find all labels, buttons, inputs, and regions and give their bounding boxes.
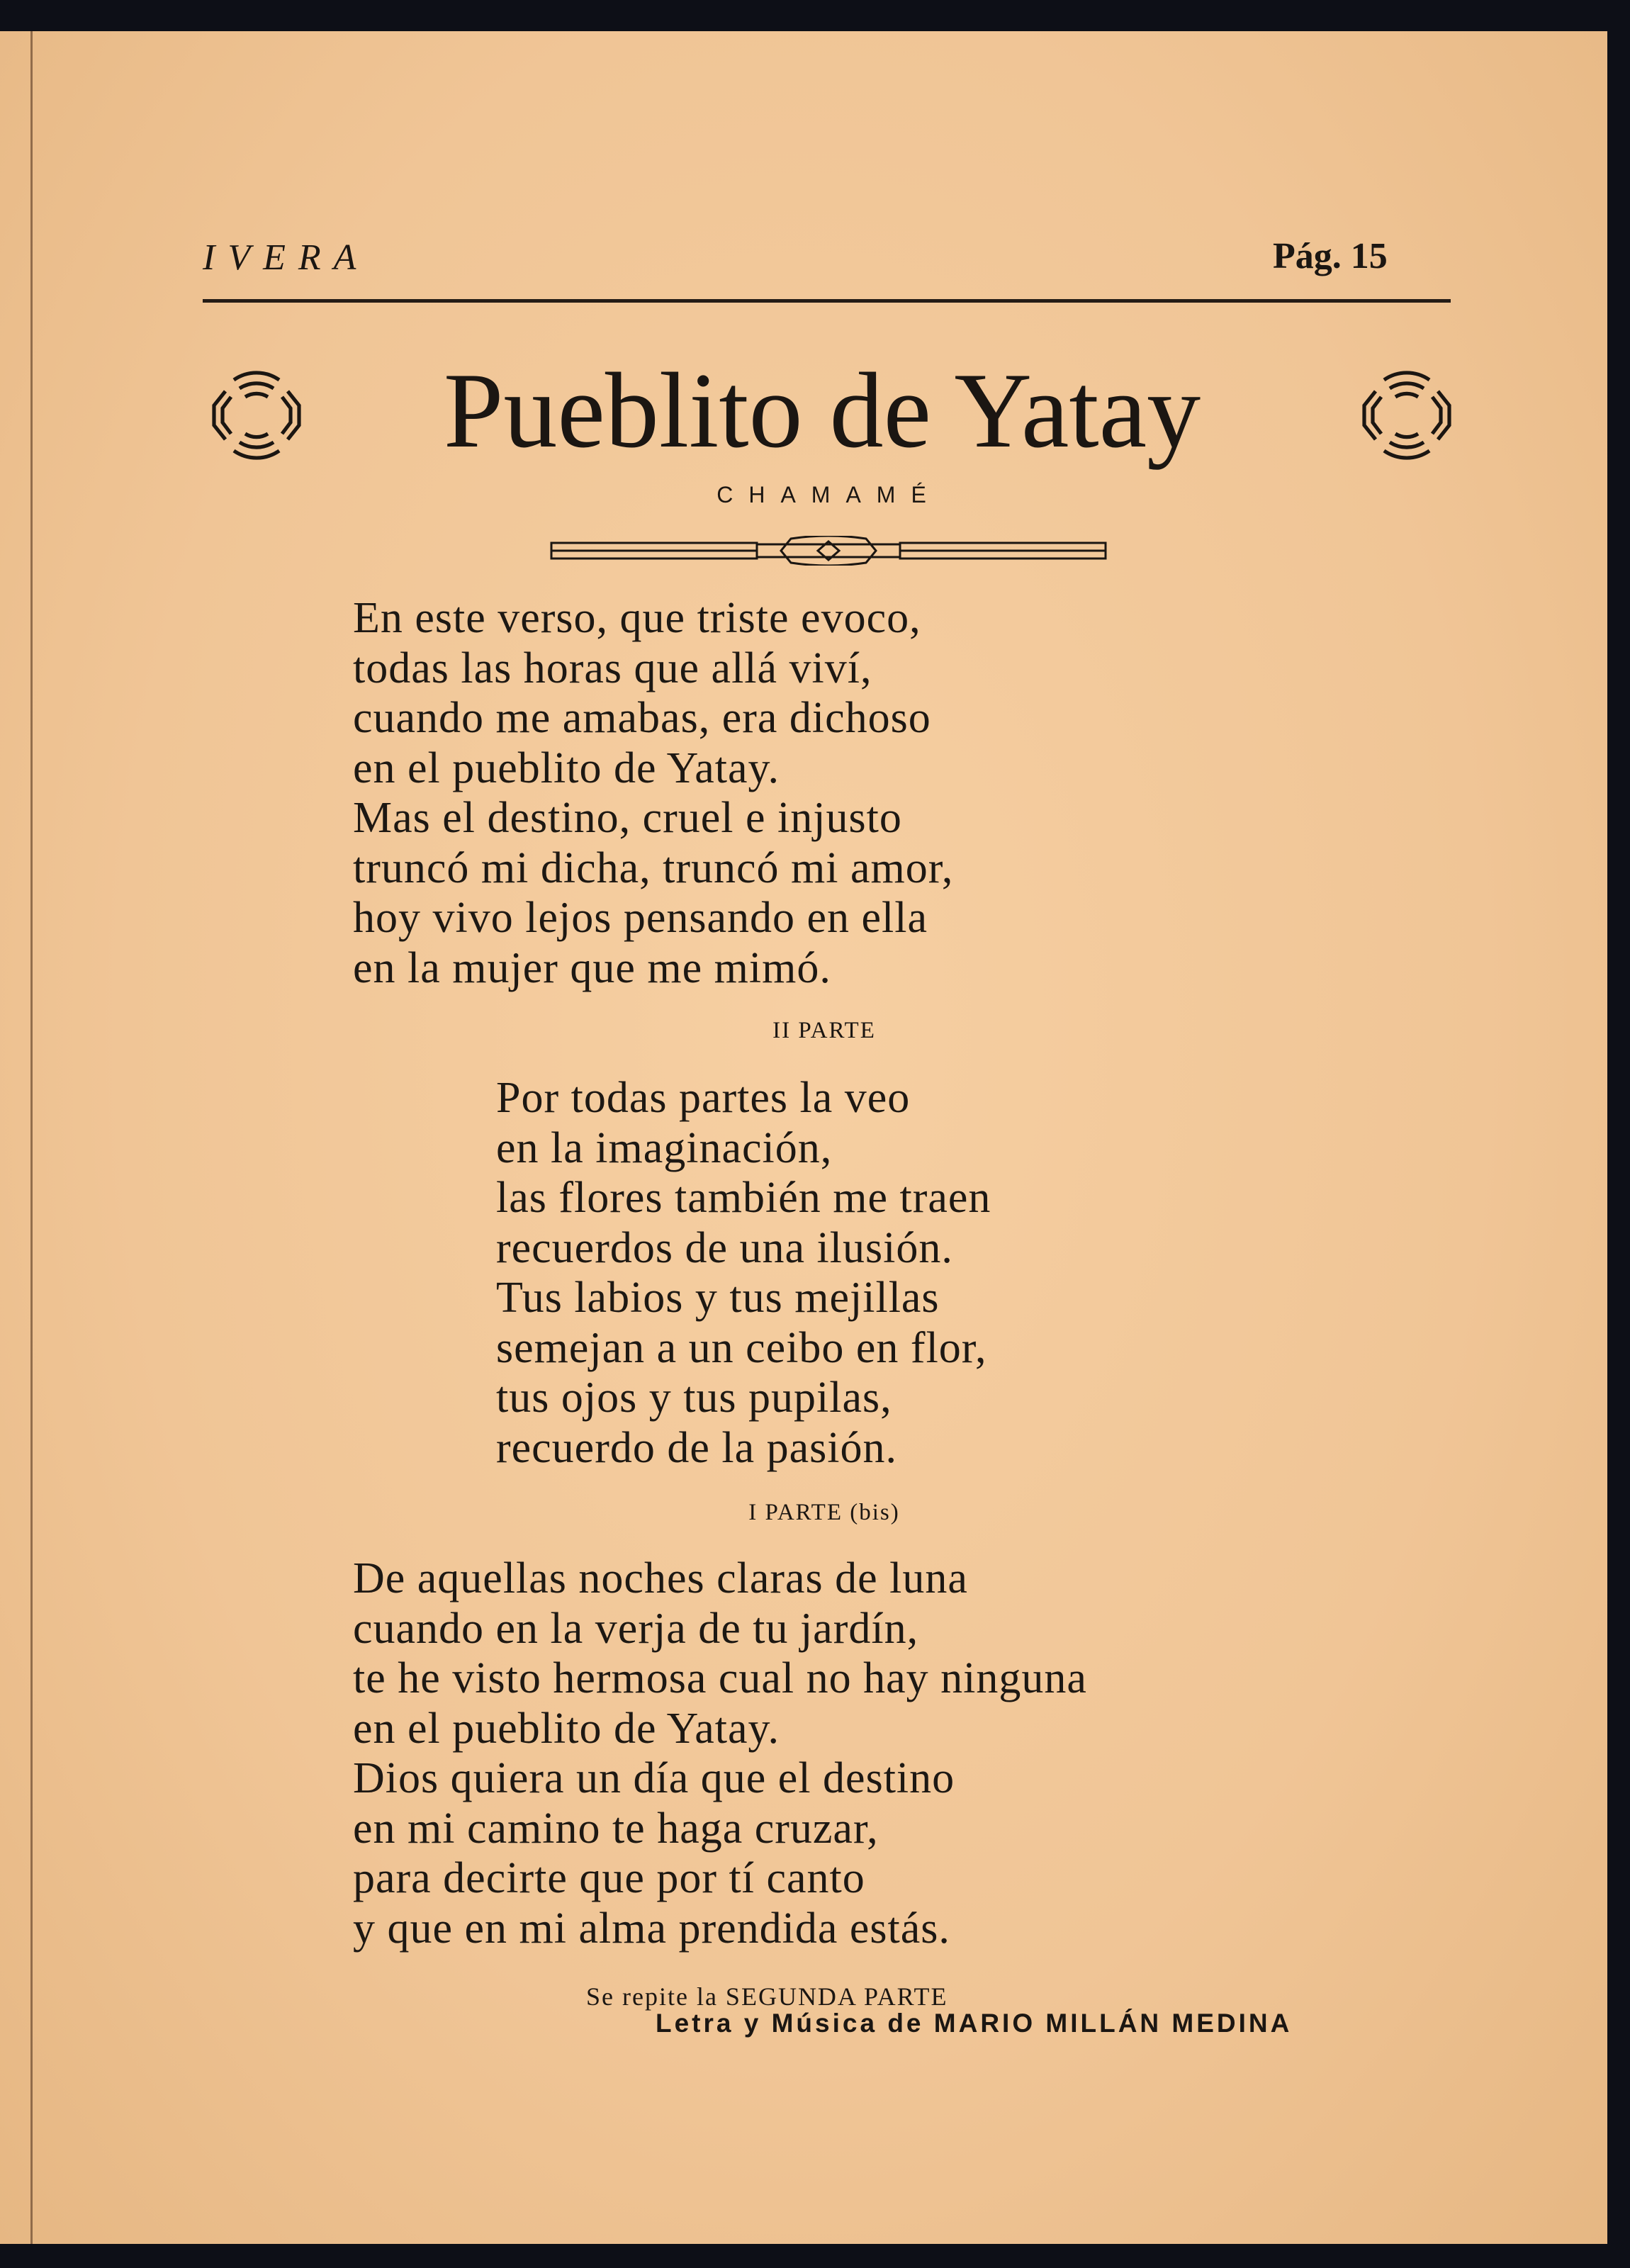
verse-line: tus ojos y tus pupilas, — [496, 1374, 892, 1422]
page-gutter-line — [30, 31, 33, 2244]
ring-ornament-icon — [208, 363, 305, 468]
section-label: II PARTE — [772, 1018, 876, 1043]
ring-ornament-icon — [1359, 363, 1455, 468]
verse-line: Tus labios y tus mejillas — [496, 1274, 940, 1322]
page-number: Pág. 15 — [1273, 236, 1388, 276]
verse-line: para decirte que por tí canto — [353, 1854, 865, 1902]
publication-name: IVERA — [203, 237, 369, 278]
decorative-divider-icon — [550, 536, 1107, 566]
section-label: I PARTE (bis) — [748, 1500, 900, 1525]
verse-line: las flores también me traen — [496, 1174, 991, 1222]
song-genre: CHAMAMÉ — [716, 482, 942, 507]
stanza-first-part-repeat — [353, 1554, 1087, 1953]
header-rule — [203, 299, 1451, 303]
repeat-note: Se repite la SEGUNDA PARTE — [586, 1982, 948, 2011]
verse-line: Por todas partes la veo — [496, 1074, 911, 1122]
verse-line: recuerdo de la pasión. — [496, 1423, 897, 1472]
verse-line: te he visto hermosa cual no hay ninguna — [353, 1654, 1087, 1702]
verse-line: en mi camino te haga cruzar, — [353, 1804, 879, 1853]
stanza-second-part — [496, 1073, 991, 1473]
verse-line: en la mujer que me mimó. — [353, 943, 831, 992]
verse-line: en el pueblito de Yatay. — [353, 1704, 780, 1753]
verse-line: todas las horas que allá viví, — [353, 644, 872, 692]
verse-line: De aquellas noches claras de luna — [353, 1554, 968, 1602]
song-title: Pueblito de Yatay — [443, 351, 1201, 470]
verse-line: en la imaginación, — [496, 1123, 833, 1172]
verse-line: cuando en la verja de tu jardín, — [353, 1604, 919, 1653]
magazine-page — [0, 31, 1607, 2244]
verse-line: En este verso, que triste evoco, — [353, 594, 921, 642]
verse-line: en el pueblito de Yatay. — [353, 743, 780, 792]
verse-line: cuando me amabas, era dichoso — [353, 694, 931, 742]
verse-line: y que en mi alma prendida estás. — [353, 1904, 950, 1953]
verse-line: semejan a un ceibo en flor, — [496, 1323, 987, 1372]
verse-line: truncó mi dicha, truncó mi amor, — [353, 843, 954, 892]
verse-line: hoy vivo lejos pensando en ella — [353, 894, 928, 942]
verse-line: Mas el destino, cruel e injusto — [353, 794, 902, 842]
song-credits: Letra y Música de MARIO MILLÁN MEDINA — [656, 2009, 1293, 2038]
stanza-first-part — [353, 593, 953, 993]
verse-line: Dios quiera un día que el destino — [353, 1754, 955, 1802]
verse-line: recuerdos de una ilusión. — [496, 1223, 953, 1272]
